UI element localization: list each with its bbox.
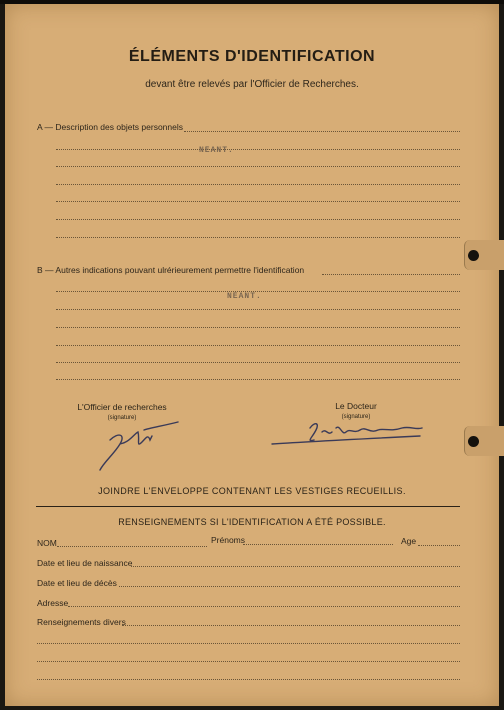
section-b-line — [322, 274, 460, 275]
section-b-stamp: NÉANT. — [227, 292, 262, 301]
section-a-line — [56, 149, 460, 150]
form-sheet — [5, 4, 499, 706]
adresse-field[interactable] — [68, 606, 460, 607]
deces-label: Date et lieu de décès — [37, 578, 117, 588]
section-b-line — [56, 327, 460, 328]
officer-signature-block — [62, 402, 182, 421]
naissance-label: Date et lieu de naissance — [37, 558, 133, 568]
divers-line[interactable] — [37, 643, 460, 644]
section-b-line — [56, 345, 460, 346]
punch-hole-upper — [468, 250, 479, 261]
section-a-line — [56, 201, 460, 202]
prenoms-label: Prénoms — [211, 535, 246, 545]
doctor-handwritten-signature — [270, 418, 430, 452]
section-a-line — [184, 131, 460, 132]
age-field[interactable] — [418, 545, 460, 546]
divers-line[interactable] — [37, 679, 460, 680]
section-b-label: B — Autres indications pouvant ulrérieurement permettre l'identification — [37, 265, 305, 275]
naissance-field[interactable] — [131, 566, 460, 567]
section-divider — [36, 506, 460, 507]
instruction-text: JOINDRE L'ENVELOPPE CONTENANT LES VESTIGES RECUEILLIS. — [98, 486, 406, 496]
officer-handwritten-signature — [90, 420, 190, 480]
section-a-line — [56, 237, 460, 238]
officer-signature-caption: (signature) — [107, 415, 137, 421]
deces-field[interactable] — [119, 586, 460, 587]
officer-title: L'Officier de recherches — [77, 402, 167, 412]
section-a-label: A — Description des objets personnels — [37, 122, 183, 132]
section-b-line — [56, 309, 460, 310]
section-a-line — [56, 184, 460, 185]
page-subtitle: devant être relevés par l'Officier de Recherches. — [145, 79, 359, 90]
section-a-line — [56, 166, 460, 167]
nom-field[interactable] — [57, 546, 207, 547]
prenoms-field[interactable] — [243, 544, 393, 545]
divers-label: Renseignements divers — [37, 617, 126, 627]
divers-line[interactable] — [37, 661, 460, 662]
section-a-stamp: NÉANT. — [199, 146, 234, 155]
divers-field[interactable] — [122, 625, 460, 626]
punch-hole-lower — [468, 436, 479, 447]
section-b-line — [56, 379, 460, 380]
doctor-signature-caption: (signature) — [341, 414, 371, 420]
section-a-line — [56, 219, 460, 220]
nom-label: NOM — [37, 538, 57, 548]
page-title: ÉLÉMENTS D'IDENTIFICATION — [128, 48, 376, 65]
section-b-line — [56, 362, 460, 363]
renseignements-heading: RENSEIGNEMENTS SI L'IDENTIFICATION A ÉTÉ POSSIBLE. — [118, 517, 386, 527]
doctor-title: Le Docteur — [335, 401, 377, 411]
adresse-label: Adresse — [37, 598, 69, 608]
age-label: Age — [401, 536, 417, 546]
